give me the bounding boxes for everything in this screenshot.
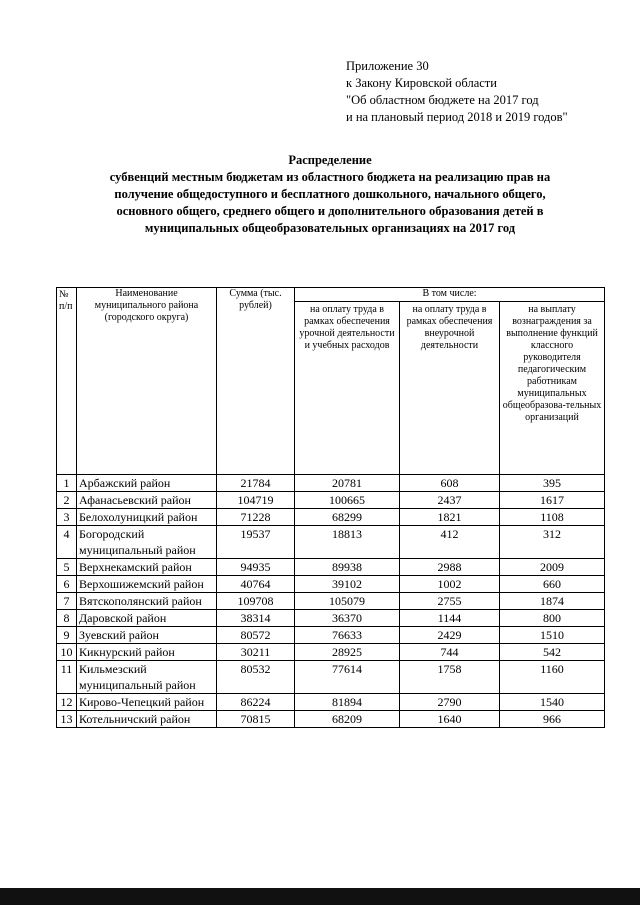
header-group: В том числе: xyxy=(295,288,605,302)
total-sum: 71228 xyxy=(217,509,295,526)
header-col2: на оплату труда в рамках обеспечения внеурочной деятельности xyxy=(400,302,500,475)
title-line: основного общего, среднего общего и дополнительного образования детей в xyxy=(116,204,544,218)
extracurricular-amount: 1821 xyxy=(400,509,500,526)
lesson-activity-amount: 76633 xyxy=(295,627,400,644)
class-teacher-amount: 395 xyxy=(500,475,605,492)
row-number: 4 xyxy=(57,526,77,559)
district-name: Богородский муниципальный район xyxy=(77,526,217,559)
appendix-line: и на плановый период 2018 и 2019 годов" xyxy=(346,110,568,124)
row-number: 5 xyxy=(57,559,77,576)
class-teacher-amount: 660 xyxy=(500,576,605,593)
class-teacher-amount: 2009 xyxy=(500,559,605,576)
row-number: 7 xyxy=(57,593,77,610)
row-number: 8 xyxy=(57,610,77,627)
header-col3: на выплату вознаграждения за выполнение функций классного руководителя педагогическим работникам муниципальных общеобразова-тельных организаций xyxy=(500,302,605,475)
lesson-activity-amount: 28925 xyxy=(295,644,400,661)
total-sum: 21784 xyxy=(217,475,295,492)
extracurricular-amount: 1144 xyxy=(400,610,500,627)
total-sum: 80572 xyxy=(217,627,295,644)
district-name: Зуевский район xyxy=(77,627,217,644)
class-teacher-amount: 312 xyxy=(500,526,605,559)
appendix-block xyxy=(346,58,568,126)
header-number: № п/п xyxy=(57,288,77,475)
row-number: 9 xyxy=(57,627,77,644)
total-sum: 104719 xyxy=(217,492,295,509)
extracurricular-amount: 2790 xyxy=(400,694,500,711)
row-number: 11 xyxy=(57,661,77,694)
header-name: Наименование муниципального района (городского округа) xyxy=(77,288,217,475)
lesson-activity-amount: 68299 xyxy=(295,509,400,526)
lesson-activity-amount: 81894 xyxy=(295,694,400,711)
district-name: Верхнекамский район xyxy=(77,559,217,576)
total-sum: 86224 xyxy=(217,694,295,711)
extracurricular-amount: 2437 xyxy=(400,492,500,509)
class-teacher-amount: 1617 xyxy=(500,492,605,509)
total-sum: 70815 xyxy=(217,711,295,728)
row-number: 1 xyxy=(57,475,77,492)
district-name: Кикнурский район xyxy=(77,644,217,661)
total-sum: 109708 xyxy=(217,593,295,610)
class-teacher-amount: 966 xyxy=(500,711,605,728)
extracurricular-amount: 608 xyxy=(400,475,500,492)
table-row xyxy=(57,627,605,644)
class-teacher-amount: 542 xyxy=(500,644,605,661)
row-number: 10 xyxy=(57,644,77,661)
total-sum: 30211 xyxy=(217,644,295,661)
district-name: Белохолуницкий район xyxy=(77,509,217,526)
total-sum: 94935 xyxy=(217,559,295,576)
title-line: получение общедоступного и бесплатного дошкольного, начального общего, xyxy=(114,187,546,201)
lesson-activity-amount: 68209 xyxy=(295,711,400,728)
header-col1: на оплату труда в рамках обеспечения урочной деятельности и учебных расходов xyxy=(295,302,400,475)
district-name: Арбажский район xyxy=(77,475,217,492)
table-row xyxy=(57,661,605,694)
extracurricular-amount: 2988 xyxy=(400,559,500,576)
table-row xyxy=(57,576,605,593)
table-row xyxy=(57,559,605,576)
row-number: 6 xyxy=(57,576,77,593)
lesson-activity-amount: 105079 xyxy=(295,593,400,610)
class-teacher-amount: 1510 xyxy=(500,627,605,644)
district-name: Кильмезский муниципальный район xyxy=(77,661,217,694)
class-teacher-amount: 1540 xyxy=(500,694,605,711)
table-row xyxy=(57,509,605,526)
lesson-activity-amount: 77614 xyxy=(295,661,400,694)
document-title xyxy=(40,152,620,237)
class-teacher-amount: 800 xyxy=(500,610,605,627)
scan-bottom-edge xyxy=(0,888,640,905)
district-name: Кирово-Чепецкий район xyxy=(77,694,217,711)
table-row xyxy=(57,711,605,728)
lesson-activity-amount: 100665 xyxy=(295,492,400,509)
lesson-activity-amount: 39102 xyxy=(295,576,400,593)
district-name: Даровской район xyxy=(77,610,217,627)
extracurricular-amount: 1640 xyxy=(400,711,500,728)
extracurricular-amount: 1002 xyxy=(400,576,500,593)
table-row xyxy=(57,593,605,610)
table-row xyxy=(57,475,605,492)
total-sum: 38314 xyxy=(217,610,295,627)
lesson-activity-amount: 18813 xyxy=(295,526,400,559)
row-number: 2 xyxy=(57,492,77,509)
total-sum: 80532 xyxy=(217,661,295,694)
title-line: муниципальных общеобразовательных организациях на 2017 год xyxy=(144,221,516,235)
lesson-activity-amount: 20781 xyxy=(295,475,400,492)
header-row xyxy=(57,288,605,302)
extracurricular-amount: 1758 xyxy=(400,661,500,694)
district-name: Верхошижемский район xyxy=(77,576,217,593)
row-number: 3 xyxy=(57,509,77,526)
district-name: Афанасьевский район xyxy=(77,492,217,509)
table-row xyxy=(57,526,605,559)
extracurricular-amount: 2429 xyxy=(400,627,500,644)
row-number: 13 xyxy=(57,711,77,728)
extracurricular-amount: 744 xyxy=(400,644,500,661)
table-row xyxy=(57,492,605,509)
appendix-line: к Закону Кировской области xyxy=(346,76,497,90)
class-teacher-amount: 1874 xyxy=(500,593,605,610)
appendix-line: Приложение 30 xyxy=(346,59,429,73)
title-line: субвенций местным бюджетам из областного бюджета на реализацию прав на xyxy=(109,170,551,184)
table-row xyxy=(57,610,605,627)
extracurricular-amount: 412 xyxy=(400,526,500,559)
total-sum: 40764 xyxy=(217,576,295,593)
subsidy-table xyxy=(56,287,605,728)
lesson-activity-amount: 89938 xyxy=(295,559,400,576)
row-number: 12 xyxy=(57,694,77,711)
class-teacher-amount: 1108 xyxy=(500,509,605,526)
header-sum: Сумма (тыс. рублей) xyxy=(217,288,295,475)
class-teacher-amount: 1160 xyxy=(500,661,605,694)
lesson-activity-amount: 36370 xyxy=(295,610,400,627)
table-row xyxy=(57,694,605,711)
appendix-line: "Об областном бюджете на 2017 год xyxy=(346,93,539,107)
district-name: Вятскополянский район xyxy=(77,593,217,610)
title-line: Распределение xyxy=(288,153,372,167)
table-row xyxy=(57,644,605,661)
total-sum: 19537 xyxy=(217,526,295,559)
table-body xyxy=(57,475,605,728)
extracurricular-amount: 2755 xyxy=(400,593,500,610)
district-name: Котельничский район xyxy=(77,711,217,728)
